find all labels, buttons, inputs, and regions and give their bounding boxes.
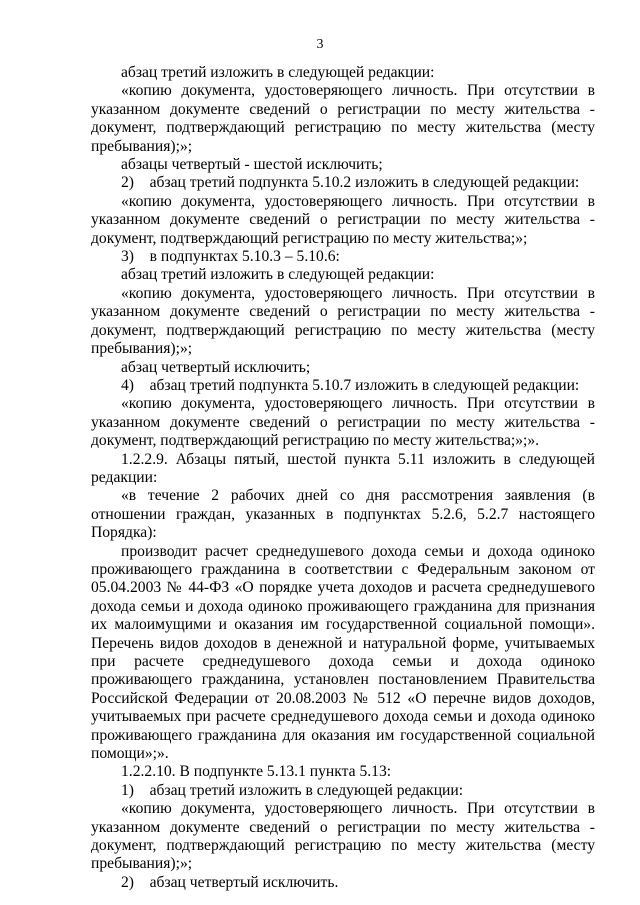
paragraph: «копию документа, удостоверяющего личность. При отсутствии в указанном документе сведений о регистрации по месту жительства - документ, подтверждающий регистрацию по месту жительства (месту пребывания);»; [91, 82, 595, 155]
paragraph: «копию документа, удостоверяющего личность. При отсутствии в указанном документе сведений о регистрации по месту жительства - документ, подтверждающий регистрацию по месту жительства;»; [91, 192, 595, 247]
paragraph: абзац третий изложить в следующей редакции: [121, 266, 435, 284]
page-number: 3 [316, 37, 324, 52]
list-item: 4) абзац третий подпункта 5.10.7 изложить в следующей редакции: [121, 376, 580, 394]
paragraph: «в течение 2 рабочих дней со дня рассмотрения заявления (в отношении граждан, указанных в подпунктах 5.2.6, 5.2.7 настоящего Порядка): [91, 487, 595, 542]
paragraph: «копию документа, удостоверяющего личность. При отсутствии в указанном документе сведений о регистрации по месту жительства - документ, подтверждающий регистрацию по месту жительства (месту пребывания);»; [91, 284, 595, 358]
paragraph: абзац третий изложить в следующей редакции: [121, 64, 435, 81]
list-item: 2) абзац третий подпункта 5.10.2 изложить в следующей редакции: [121, 174, 580, 192]
paragraph: производит расчет среднедушевого дохода семьи и дохода одиноко проживающего гражданина в соответствии с Федеральным законом от 05.04.2003 № 44-ФЗ «О порядке учета доходов и расчета среднедушевого дохода семьи и дохода одиноко проживающего гражданина для признания их малоимущими и оказания им государственной социальной помощи». Перечень видов доходов в денежной и натуральной форме, учитываемых при расчете среднедушевого дохода семьи и дохода одиноко проживающего гражданина, установлен постановлением Правительства Российской Федерации от 20.08.2003 № 512 «О перечне видов доходов, учитываемых при расчете среднедушевого дохода семьи и дохода одиноко проживающего гражданина для оказания им государственной социальной помощи»;». [91, 542, 595, 763]
paragraph: абзацы четвертый - шестой исключить; [121, 156, 383, 174]
paragraph: «копию документа, удостоверяющего личность. При отсутствии в указанном документе сведений о регистрации по месту жительства - документ, подтверждающий регистрацию по месту жительства;»;». [91, 395, 595, 450]
paragraph: абзац четвертый исключить; [121, 358, 311, 376]
list-item: 1) абзац третий изложить в следующей редакции: [121, 781, 464, 799]
document-body [91, 64, 595, 892]
section-heading: 1.2.2.10. В подпункте 5.13.1 пункта 5.13: [121, 763, 392, 781]
list-item: 2) абзац четвертый исключить. [121, 873, 339, 891]
list-item: 3) в подпунктах 5.10.3 – 5.10.6: [121, 248, 340, 266]
paragraph: «копию документа, удостоверяющего личность. При отсутствии в указанном документе сведений о регистрации по месту жительства - документ, подтверждающий регистрацию по месту жительства (месту пребывания);»; [91, 800, 595, 873]
section-heading: 1.2.2.9. Абзацы пятый, шестой пункта 5.11 изложить в следующей редакции: [91, 450, 595, 486]
